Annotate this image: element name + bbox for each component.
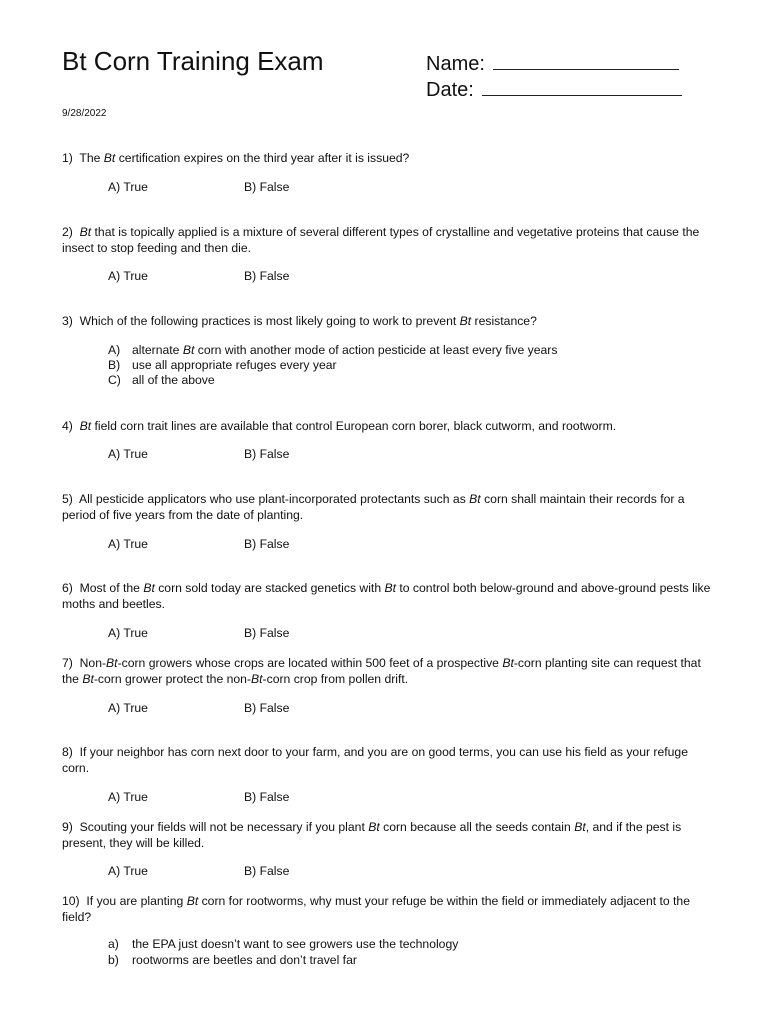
question-6: 6) Most of the Bt corn sold today are stacked genetics with Bt to control both below-ground and above-ground pests like moths and beetles. xyxy=(62,581,711,611)
q1-answer-true[interactable]: A) True xyxy=(108,180,148,194)
q8-answer-true[interactable]: A) True xyxy=(108,790,148,804)
exam-title: Bt Corn Training Exam xyxy=(62,46,324,76)
q5-answer-false[interactable]: B) False xyxy=(244,537,290,551)
q4-answer-false[interactable]: B) False xyxy=(244,447,290,461)
q3-option-a[interactable]: A) alternate Bt corn with another mode of action pesticide at least every five years xyxy=(108,343,558,357)
q7-answer-false[interactable]: B) False xyxy=(244,701,290,715)
question-2: 2) Bt that is topically applied is a mixture of several different types of crystalline and vegetative proteins that cause the insect to stop feeding and then die. xyxy=(62,225,700,255)
question-10: 10) If you are planting Bt corn for rootworms, why must your refuge be within the field or immediately adjacent to the field? xyxy=(62,894,690,924)
q5-answer-true[interactable]: A) True xyxy=(108,537,148,551)
name-label: Name: xyxy=(426,53,485,75)
question-3: 3) Which of the following practices is most likely going to work to prevent Bt resistance? xyxy=(62,314,537,328)
question-8: 8) If your neighbor has corn next door to your farm, and you are on good terms, you can use his field as your refuge corn. xyxy=(62,745,688,775)
date-label: Date: xyxy=(426,79,474,101)
exam-date: 9/28/2022 xyxy=(62,108,107,119)
name-field[interactable] xyxy=(426,53,679,76)
question-1: 1) The Bt certification expires on the third year after it is issued? xyxy=(62,151,410,165)
q6-answer-true[interactable]: A) True xyxy=(108,626,148,640)
q10-option-a[interactable]: a) the EPA just doesn’t want to see growers use the technology xyxy=(108,937,459,951)
q9-answer-true[interactable]: A) True xyxy=(108,864,148,878)
q10-option-b[interactable]: b) rootworms are beetles and don’t travel far xyxy=(108,953,357,967)
q4-answer-true[interactable]: A) True xyxy=(108,447,148,461)
q3-option-c[interactable]: C) all of the above xyxy=(108,373,215,387)
name-blank-line xyxy=(493,68,679,70)
q6-answer-false[interactable]: B) False xyxy=(244,626,290,640)
question-5: 5) All pesticide applicators who use plant-incorporated protectants such as Bt corn shall maintain their records for a period of five years from the date of planting. xyxy=(62,492,685,522)
question-4: 4) Bt field corn trait lines are available that control European corn borer, black cutworm, and rootworm. xyxy=(62,419,617,433)
q1-answer-false[interactable]: B) False xyxy=(244,180,290,194)
q2-answer-false[interactable]: B) False xyxy=(244,269,290,283)
q8-answer-false[interactable]: B) False xyxy=(244,790,290,804)
question-7: 7) Non-Bt-corn growers whose crops are located within 500 feet of a prospective Bt-corn planting site can request that the Bt-corn grower protect the non-Bt-corn crop from pollen drift. xyxy=(62,656,701,686)
q9-answer-false[interactable]: B) False xyxy=(244,864,290,878)
q3-option-b[interactable]: B) use all appropriate refuges every year xyxy=(108,358,337,372)
date-blank-line xyxy=(482,94,682,96)
question-9: 9) Scouting your fields will not be necessary if you plant Bt corn because all the seeds contain Bt, and if the pest is present, they will be killed. xyxy=(62,820,682,850)
date-field[interactable] xyxy=(426,79,682,102)
q2-answer-true[interactable]: A) True xyxy=(108,269,148,283)
q7-answer-true[interactable]: A) True xyxy=(108,701,148,715)
